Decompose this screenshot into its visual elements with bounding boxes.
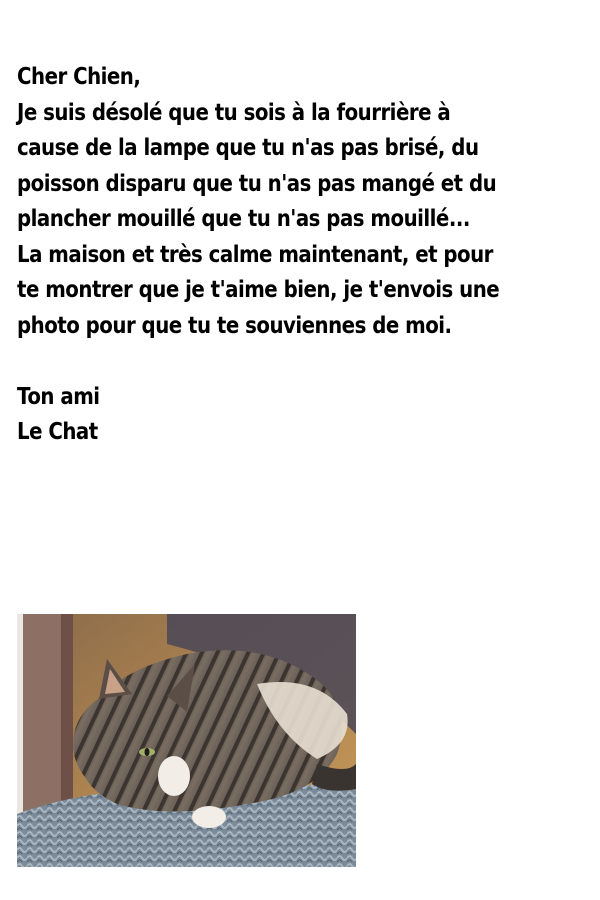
letter-body-line: plancher mouillé que tu n'as pas mouillé... — [17, 206, 470, 232]
letter-body-line: poisson disparu que tu n'as pas mangé et du — [17, 170, 497, 197]
cat-photo — [17, 614, 356, 867]
letter-body-line: La maison et très calme maintenant, et pour — [17, 241, 493, 268]
paragraph-spacer — [17, 344, 512, 380]
letter-closing: Ton ami — [17, 383, 100, 410]
letter-body-line: cause de la lampe que tu n'as pas brisé, du — [17, 135, 479, 161]
letter-greeting: Cher Chien, — [17, 64, 141, 90]
letter-body-line: te montrer que je t'aime bien, je t'envois une — [17, 277, 500, 303]
cat-photo-illustration — [17, 614, 356, 867]
letter-signature: Le Chat — [17, 419, 98, 445]
cat-paw — [158, 756, 190, 796]
letter-text — [17, 60, 512, 451]
letter-body-line: Je suis désolé que tu sois à la fourrière à — [17, 99, 451, 126]
letter-body-line: photo pour que tu te souviennes de moi. — [17, 312, 452, 339]
